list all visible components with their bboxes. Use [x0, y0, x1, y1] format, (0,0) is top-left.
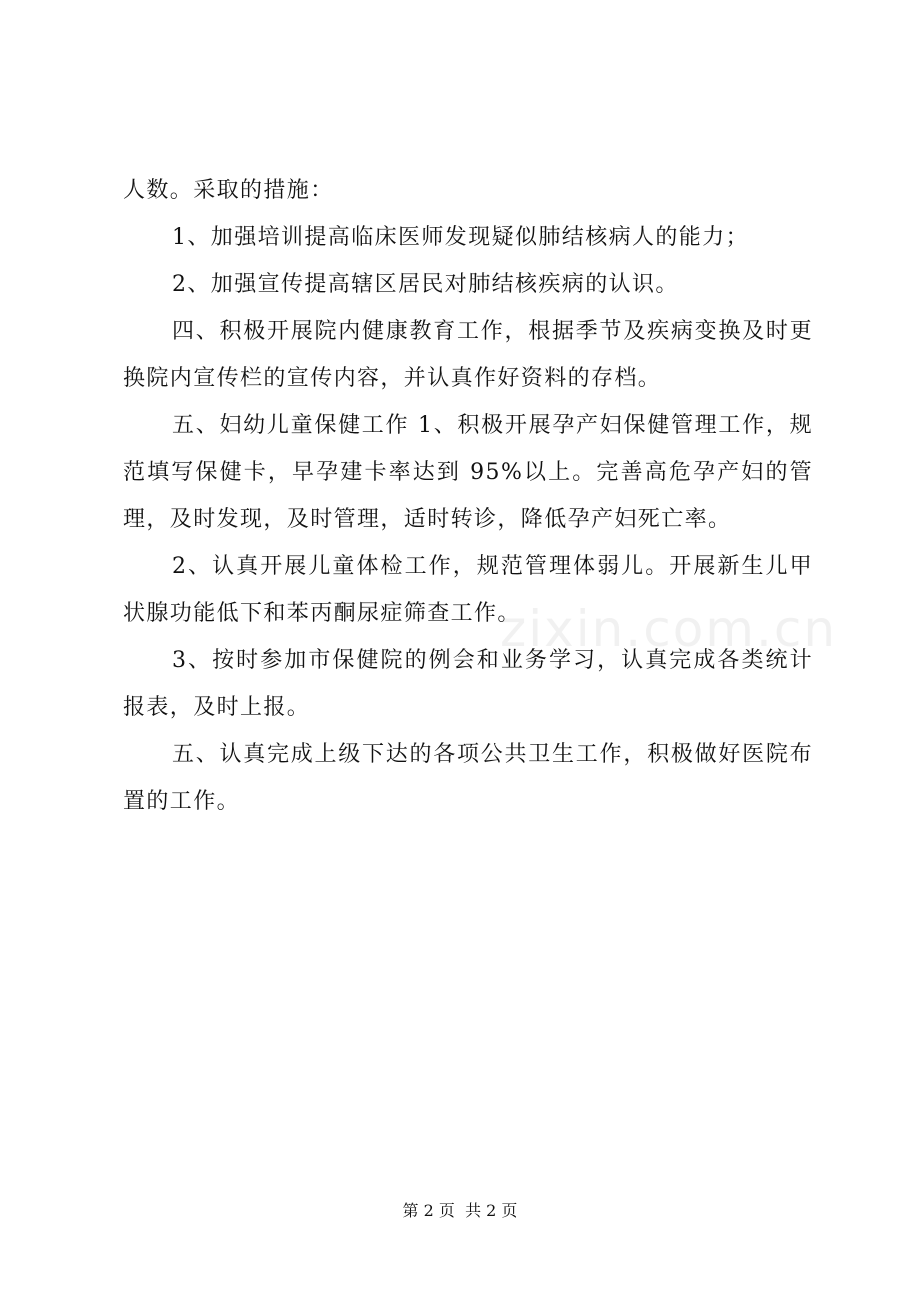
page-number-footer: 第 2 页 共 2 页 [402, 1201, 518, 1220]
paragraph: 五、认真完成上级下达的各项公共卫生工作，积极做好医院布置的工作。 [123, 742, 813, 814]
paragraph: 3、按时参加市保健院的例会和业务学习，认真完成各类统计报表，及时上报。 [123, 648, 813, 720]
watermark: zixin.com.cn [500, 600, 838, 658]
paragraph: 1、加强培训提高临床医师发现疑似肺结核病人的能力； [172, 225, 749, 250]
paragraph: 2、加强宣传提高辖区居民对肺结核疾病的认识。 [172, 272, 679, 297]
document-body [123, 167, 813, 825]
paragraph: 人数。采取的措施： [123, 178, 334, 203]
paragraph: 五、妇幼儿童保健工作 1、积极开展孕产妇保健管理工作，规范填写保健卡，早孕建卡率达到 95%以上。完善高危孕产妇的管理，及时发现，及时管理，适时转诊，降低孕产妇死亡率。 [123, 413, 813, 532]
paragraph: 2、认真开展儿童体检工作，规范管理体弱儿。开展新生儿甲状腺功能低下和苯丙酮尿症筛查工作。 [123, 554, 813, 626]
paragraph: 四、积极开展院内健康教育工作，根据季节及疾病变换及时更换院内宣传栏的宣传内容，并认真作好资料的存档。 [123, 319, 813, 391]
